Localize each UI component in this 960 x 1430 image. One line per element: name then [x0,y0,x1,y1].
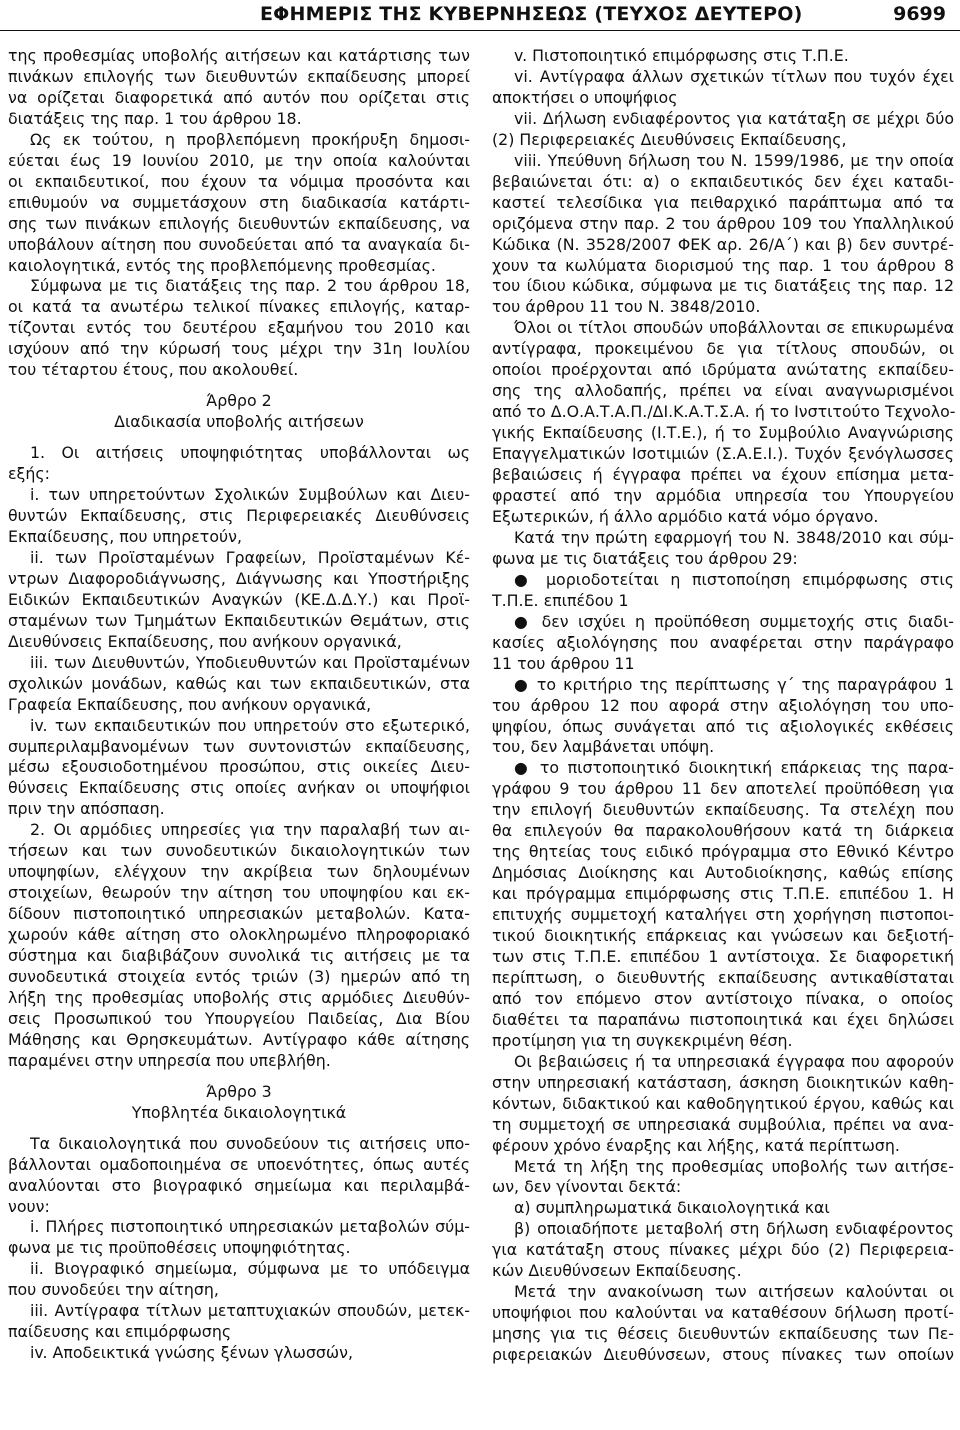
text-line: καιολογητικά, εντός της προβλεπόμενης προθεσμίας. [8,255,436,275]
text-line: θα επιλεγούν θα παρακολουθήσουν κατά τη διάρκεια [492,821,954,841]
paragraph-first-line: vii. Δήλωση ενδιαφέροντος για κατάταξη σε μέχρι δύο [514,108,954,128]
text-line: δίδουν πιστοποιητικό υπηρεσιακών μεταβολών. Κατα- [8,904,470,924]
page-header [0,0,960,28]
gazette-title: ΕΦΗΜΕΡΙΣ ΤΗΣ ΚΥΒΕΡΝΗΣΕΩΣ (ΤΕΥΧΟΣ ΔΕΥΤΕΡΟ) [260,3,803,25]
text-line: οριζόμενα στην παρ. 2 του άρθρου 109 του Υπαλληλικού [492,213,954,233]
text-line: διαθέτει τα παραπάνω πιστοποιητικά και έχει δηλώσει [492,1009,954,1029]
header-divider [0,30,960,31]
text-line: Εξωτερικών, ή άλλο αρμόδιο κατά νόμο όργανο. [492,506,879,526]
paragraph-first-line: Τα δικαιολογητικά που συνοδεύουν τις αιτήσεις υπο- [30,1133,470,1153]
text-line: μησης για τις θέσεις διευθυντών εκπαίδευσης των Πε- [492,1324,954,1344]
right-column [492,46,954,1366]
paragraph-first-line: iv. των εκπαιδευτικών που υπηρετούν στο εξωτερικό, [30,715,470,735]
text-line: Μάθησης και Θρησκευμάτων. Αντίγραφο κάθε αίτησης [8,1029,470,1049]
text-line: ων, δεν γίνονται δεκτά: [492,1177,682,1197]
text-line: σύστημα και διαβιβάζουν συνολικά τις αιτήσεις με τα [8,946,470,966]
paragraph-first-line: iii. των Διευθυντών, Υποδιευθυντών και Προϊσταμένων [30,652,470,672]
paragraph-first-line: Οι βεβαιώσεις ή τα υπηρεσιακά έγγραφα που αφορούν [514,1051,954,1071]
text-line: κασίες αξιολόγησης που αναφέρεται στην παράγραφο [492,632,954,652]
paragraph-first-line: Μετά τη λήξη της προθεσμίας υποβολής των αιτήσε- [514,1156,954,1176]
text-line: φωνα με τις διατάξεις του άρθρου 29: [492,548,798,568]
text-line: του, δεν λαμβάνεται υπόψη. [492,737,715,757]
article-heading: Υποβλητέα δικαιολογητικά [131,1102,347,1122]
section-spacer [8,381,470,391]
text-line: οι εκπαιδευτικοί, που έχουν τα νόμιμα προσόντα και [8,171,470,191]
text-line: σχολικών μονάδων, καθώς και των εκπαιδευτικών, στα [8,673,470,693]
text-line: να ορίζεται διαφορετικά από αυτόν που ορίζεται στις [8,87,470,107]
paragraph-first-line: ● το πιστοποιητικό διοικητική επάρκειας της παρα- [514,758,954,778]
text-line: επιθυμούν να συμμετάσχουν στη διαδικασία κατάρτι- [8,192,470,212]
text-line: υποψήφιοι που καλούνται να καταθέσουν δήλωση προτί- [492,1303,954,1323]
paragraph-first-line: ii. Βιογραφικό σημείωμα, σύμφωνα με το υπόδειγμα [30,1259,470,1279]
paragraph-first-line: Κατά την πρώτη εφαρμογή του Ν. 3848/2010 και σύμ- [514,527,954,547]
text-line: τη συμμετοχή σε υπηρεσιακά συμβούλια, πρέπει να ανα- [492,1114,954,1134]
text-line: του άρθρου 11 του Ν. 3848/2010. [492,297,761,317]
text-line: του τέταρτου έτους, που ακολουθεί. [8,360,299,380]
text-line: Διευθύνσεις Εκπαίδευσης, που ανήκουν οργανικά, [8,631,402,651]
paragraph-first-line: β) οποιαδήποτε μεταβολή στη δήλωση ενδιαφέροντος [514,1219,954,1239]
paragraph-first-line: 2. Οι αρμόδιες υπηρεσίες για την παραλαβή των αι- [30,820,470,840]
text-line: αποκτήσει ο υποψήφιος [492,87,678,107]
text-line: γικής Εκπαίδευσης (Ι.Τ.Ε.), ή το Συμβούλιο Αναγνώρισης [492,423,954,443]
text-line: σταμένων των Τμημάτων Εκπαιδευτικών Θεμάτων, στις [8,610,470,630]
text-line: ψηφίου, όπως συνάγεται από τις αξιολογικές εκθέσεις [492,716,954,736]
paragraph-first-line: α) συμπληρωματικά δικαιολογητικά και [514,1198,830,1218]
section-spacer [8,433,470,443]
text-line: από το Δ.Ο.Α.Τ.Α.Π./ΔΙ.Κ.Α.Τ.Σ.Α. ή το Ινστιτούτο Τεχνολο- [492,402,956,422]
text-line: Τ.Π.Ε. επιπέδου 1 [492,590,629,610]
text-line: στην υπηρεσιακή κατάσταση, άσκηση διοικητικών καθη- [492,1072,954,1092]
text-line: υποβάλουν αίτηση που συνοδεύεται από τα αναγκαία δι- [8,234,470,254]
text-line: νουν: [8,1196,50,1216]
paragraph-first-line: ● μοριοδοτείται η πιστοποίηση επιμόρφωσης στις [514,569,954,589]
text-line: για κατάταξη στους πίνακες μέχρι δύο (2) Περιφερεια- [492,1240,954,1260]
text-line: βάλλονται ομαδοποιημένα σε υποενότητες, όπως αυτές [8,1154,470,1174]
paragraph-first-line: iii. Αντίγραφα τίτλων μεταπτυχιακών σπουδών, μετεκ- [30,1301,470,1321]
text-line: εύεται έως 19 Ιουνίου 2010, με την οποία καλούνται [8,150,470,170]
text-line: σης των πινάκων επιλογής διευθυντών εκπαίδευσης, να [8,213,470,233]
text-line: που συνοδεύει την αίτηση, [8,1280,219,1300]
text-line: τήσεων και των συνοδευτικών δικαιολογητικών των [8,841,470,861]
article-heading: Άρθρο 2 [206,391,272,411]
text-line: σης της αλλοδαπής, πρέπει να είναι αναγνωρισμένοι [492,381,954,401]
text-line: Εκπαίδευσης, που υπηρετούν, [8,526,242,546]
text-line: βεβαιώσεις ή έγγραφα πρέπει να έχουν επίσημα μετα- [492,465,954,485]
text-line: θύνσεις Εκπαίδευσης στις οποίες ανήκαν οι υποψήφιοι [8,778,470,798]
paragraph-first-line: v. Πιστοποιητικό επιμόρφωσης στις Τ.Π.Ε. [514,46,849,65]
text-line: συμπεριλαμβανομένων των συντονιστών εκπαίδευσης, [8,736,470,756]
paragraph-first-line: Ως εκ τούτου, η προβλεπόμενη προκήρυξη δημοσι- [30,129,470,149]
text-line: πινάκων επιλογής των διευθυντών εκπαίδευσης μπορεί [8,66,470,86]
text-line: καστεί τελεσίδικα για πειθαρχικό παράπτωμα από τα [492,192,954,212]
text-line: αναλύονται στο βιογραφικό σημείωμα και περιλαμβά- [8,1175,470,1195]
text-line: χουν τα κωλύματα διορισμού της παρ. 1 του άρθρου 8 [492,255,954,275]
text-line: διατάξεις της παρ. 1 του άρθρου 18. [8,108,302,128]
text-line: φωνα με τις προϋποθέσεις υποψηφιότητας. [8,1238,351,1258]
text-line: Ειδικών Εκπαιδευτικών Αναγκών (ΚΕ.Δ.Δ.Υ.) και Προϊ- [8,589,470,609]
text-line: κών Διευθύνσεων Εκπαίδευσης. [492,1261,742,1281]
text-line: γράφου 9 του άρθρου 11 δεν αποτελεί προϋπόθεση για [492,779,954,799]
text-line: τικού διοικητικής επάρκειας και γνώσεων και δεξιοτή- [492,926,954,946]
text-line: φραστεί από την αρμόδια υπηρεσία του Υπουργείου [492,486,954,506]
paragraph-first-line: vi. Αντίγραφα άλλων σχετικών τίτλων που τυχόν έχει [514,66,954,86]
text-line: παραμένει στην υπηρεσία που υπεβλήθη. [8,1050,331,1070]
text-line: της θητείας τους ειδικό πρόγραμμα στο Εθνικό Κέντρο [492,842,954,862]
text-line: οποίοι προέρχονται από ιδρύματα ανώτατης εκπαίδευ- [492,360,954,380]
article-heading: Διαδικασία υποβολής αιτήσεων [114,412,364,432]
text-line: οι κατά τα ανωτέρω τελικοί πίνακες επιλογής, καταρ- [8,297,470,317]
text-line: στοιχείων, θεωρούν την αίτηση του υποψηφίου και εκ- [8,883,470,903]
text-line: λήξη της προθεσμίας υποβολής στις αρμόδιες Διευθύν- [8,987,470,1007]
paragraph-first-line: i. Πλήρες πιστοποιητικό υπηρεσιακών μεταβολών σύμ- [30,1217,470,1237]
article-heading: Άρθρο 3 [206,1081,272,1101]
text-line: αντίγραφα, προκειμένου δε για τίτλους σπουδών, οι [492,339,954,359]
paragraph-first-line: ● δεν ισχύει η προϋπόθεση συμμετοχής στις διαδι- [514,611,954,631]
text-line: Γραφεία Εκπαίδευσης, που ανήκουν οργανικά, [8,694,372,714]
text-line: κόντων, διδακτικού και καθοδηγητικού έργου, καθώς και [492,1093,954,1113]
text-line: προτίμηση για τη συγκεκριμένη θέση. [492,1030,793,1050]
text-line: επιτυχής συμμετοχή καταλήγει στη χορήγηση πιστοποι- [492,905,954,925]
paragraph-first-line: iv. Αποδεικτικά γνώσης ξένων γλωσσών, [30,1343,353,1363]
text-line: φέρουν χρόνο έναρξης και λήξης, κατά περίπτωση. [492,1135,900,1155]
paragraph-first-line: Σύμφωνα με τις διατάξεις της παρ. 2 του άρθρου 18, [30,276,470,296]
section-spacer [8,1072,470,1082]
text-line: της προθεσμίας υποβολής αιτήσεων και κατάρτισης των [8,46,470,65]
text-line: υποψηφίων, ελέγχουν την ακρίβεια των δηλουμένων [8,862,470,882]
text-line: πριν την απόσπαση. [8,799,165,819]
text-line: ισχύουν από την κύρωσή τους μέχρι την 31η Ιουλίου [8,339,470,359]
paragraph-first-line: ii. των Προϊσταμένων Γραφείων, Προϊσταμένων Κέ- [30,547,470,567]
text-line: μέσω εξουσιοδοτημένου προσώπου, στις οικείες Διευ- [8,757,470,777]
text-line: θυντών Εκπαίδευσης, στις Περιφερειακές Διευθύνσεις [8,506,470,526]
paragraph-first-line: Όλοι οι τίτλοι σπουδών υποβάλλονται σε επικυρωμένα [514,318,954,338]
section-spacer [8,1124,470,1134]
text-line: του άρθρου 12 που αφορά στην αξιολόγηση του υπο- [492,695,954,715]
text-line: την επιλογή διευθυντών εκπαίδευσης. Τα στελέχη που [492,800,954,820]
text-line: σεις Προσωπικού του Υπουργείου Παιδείας, Δια Βίου [8,1008,470,1028]
paragraph-first-line: ● το κριτήριο της περίπτωσης γ΄ της παραγράφου 1 [514,674,954,694]
text-line: παίδευσης και επιμόρφωσης [8,1322,232,1342]
text-line: 11 του άρθρου 11 [492,653,635,673]
paragraph-first-line: viii. Υπεύθυνη δήλωση του Ν. 1599/1986, με την οποία [514,150,954,170]
text-line: των στις Τ.Π.Ε. επιπέδου 1 αντίστοιχα. Σε διαφορετική [492,946,954,966]
text-line: ντρων Διαφοροδιάγνωσης, Διάγνωσης και Υποστήριξης [8,568,470,588]
text-line: χωρούν κάθε αίτηση στο ολοκληρωμένο πληροφοριακό [8,925,470,945]
paragraph-first-line: 1. Οι αιτήσεις υποψηφιότητας υποβάλλονται ως [30,443,470,463]
text-line: Δημόσιας Διοίκησης και Αυτοδιοίκησης, καθώς επίσης [492,863,954,883]
text-line: συνοδευτικά στοιχεία εντός τριών (3) ημερών από τη [8,966,470,986]
text-line: εξής: [8,464,50,484]
text-line: (2) Περιφερειακές Διευθύνσεις Εκπαίδευσης, [492,129,847,149]
text-line: περίπτωση, ο διευθυντής εκπαίδευσης αντικαθίσταται [492,967,954,987]
text-line: και πρόγραμμα επιμόρφωσης στις Τ.Π.Ε. επιπέδου 1. Η [492,884,954,904]
paragraph-first-line: i. των υπηρετούντων Σχολικών Συμβούλων και Διευ- [30,485,470,505]
text-line: του ίδιου κώδικα, σύμφωνα με τις διατάξεις της παρ. 12 [492,276,954,296]
text-line: Επαγγελματικών Ισοτιμιών (Σ.Α.Ε.Ι.). Τυχόν ξενόγλωσσες [492,444,954,464]
text-line: τίζονται εντός του δευτέρου εξαμήνου του 2010 και [8,318,470,338]
text-line: Κώδικα (Ν. 3528/2007 ΦΕΚ αρ. 26/Α΄) και β) δεν συντρέ- [492,234,954,254]
page-number: 9699 [893,3,946,25]
paragraph-first-line: Μετά την ανακοίνωση των αιτήσεων καλούνται οι [514,1282,954,1302]
text-line: από τον επόμενο στον αντίστοιχο πίνακα, ο οποίος [492,988,954,1008]
text-line: βεβαιώνεται ότι: α) ο εκπαιδευτικός δεν έχει καταδι- [492,171,954,191]
text-line: ριφερειακών Διευθύνσεων, στους πίνακες των οποίων [492,1345,954,1365]
left-column [8,46,470,1364]
